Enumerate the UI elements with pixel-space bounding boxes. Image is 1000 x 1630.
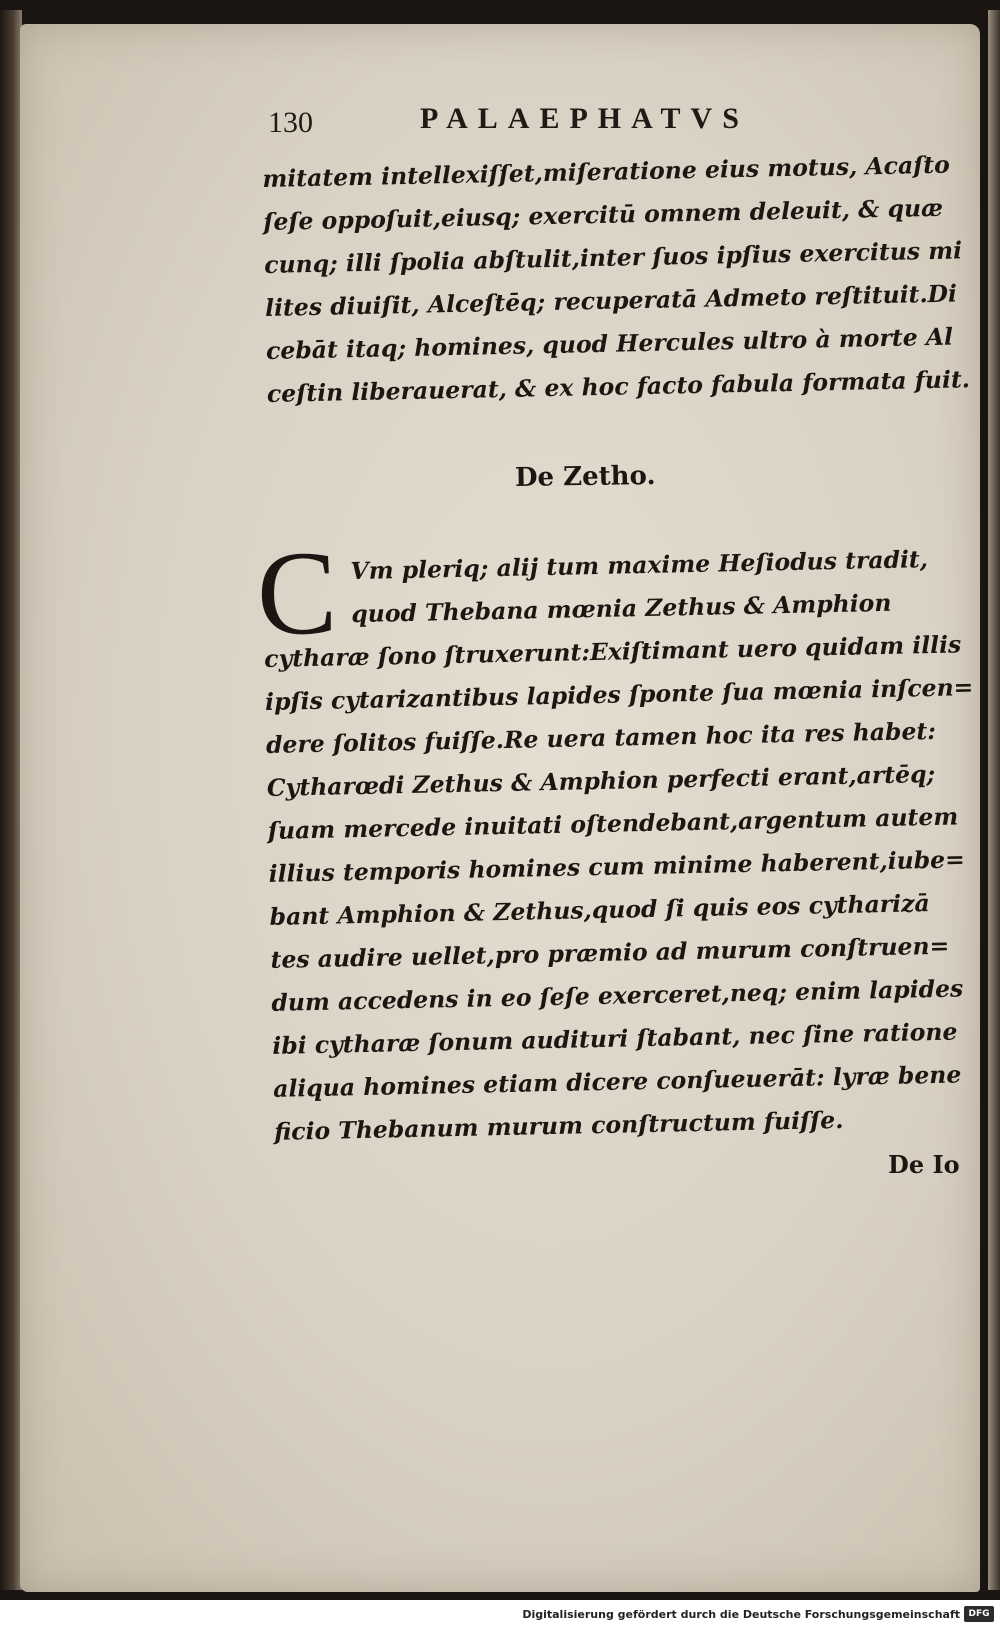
text-line: lites diuiſit, Alceſtēq; recuperatā Admeto reſtituit.Di	[264, 279, 958, 322]
text-line: cunq; illi ſpolia abſtulit,inter ſuos ipſius exercitus mi	[263, 236, 963, 279]
text-line: tes audire uellet,pro præmio ad murum conſtruen=	[270, 931, 950, 974]
funding-credit: Digitalisierung gefördert durch die Deutsche Forschungsgemeinschaft	[522, 1608, 960, 1621]
book-gutter-edge	[0, 10, 22, 1590]
paragraph-hercules	[262, 143, 971, 416]
text-line: mitatem intellexiſſet,miſeratione eius motus, Acaſto	[262, 150, 951, 193]
text-line: illius temporis homines cum minime haberent,iube=	[268, 845, 966, 888]
text-line: Cytharœdi Zethus & Amphion perfecti erant,artēq;	[266, 759, 936, 802]
footer	[0, 1600, 1000, 1630]
dfg-logo: DFG	[964, 1606, 994, 1622]
text-line: Vm pleriq; alij tum maxime Heſiodus tradit,	[350, 545, 929, 586]
paragraph-zethus	[255, 525, 974, 1154]
text-line: aliqua homines etiam dicere conſueuerāt: lyræ bene	[272, 1060, 962, 1103]
text-line: ibi cytharæ ſonum audituri ſtabant, nec ſine ratione	[272, 1017, 958, 1060]
text-line: cebāt itaq; homines, quod Hercules ultro à morte Al	[265, 322, 954, 365]
text-line: quod Thebana mœnia Zethus & Amphion	[351, 588, 892, 629]
catchword: De Io	[888, 1150, 960, 1179]
text-line: dere ſolitos fuiſſe.Re uera tamen hoc ita res habet:	[265, 716, 937, 759]
text-line: bant Amphion & Zethus,quod ſi quis eos cytharizā	[269, 889, 930, 931]
text-line: cytharæ ſono ſtruxerunt:Exiſtimant uero quidam illis	[263, 630, 962, 673]
text-line: ficio Thebanum murum conſtructum fuiſſe.	[273, 1105, 844, 1146]
section-title: De Zetho.	[514, 461, 656, 493]
text-line: ceſtin liberauerat, & ex hoc facto fabula formata fuit.	[266, 365, 971, 408]
text-line: ſuam mercede inuitati oſtendebant,argentum autem	[267, 802, 959, 845]
text-line: dum accedens in eo ſeſe exerceret,neq; enim lapides	[271, 974, 964, 1017]
book-fore-edge	[988, 10, 1000, 1590]
drop-cap-initial: C	[255, 525, 339, 661]
page-header	[268, 102, 828, 146]
text-line: ſeſe oppoſuit,eiusq; exercitū omnem deleuit, & quæ	[263, 193, 944, 236]
running-head: PALAEPHATVS	[420, 102, 749, 135]
text-line: ipſis cytarizantibus lapides ſponte ſua mœnia inſcen=	[264, 673, 974, 716]
page-number: 130	[268, 106, 313, 139]
